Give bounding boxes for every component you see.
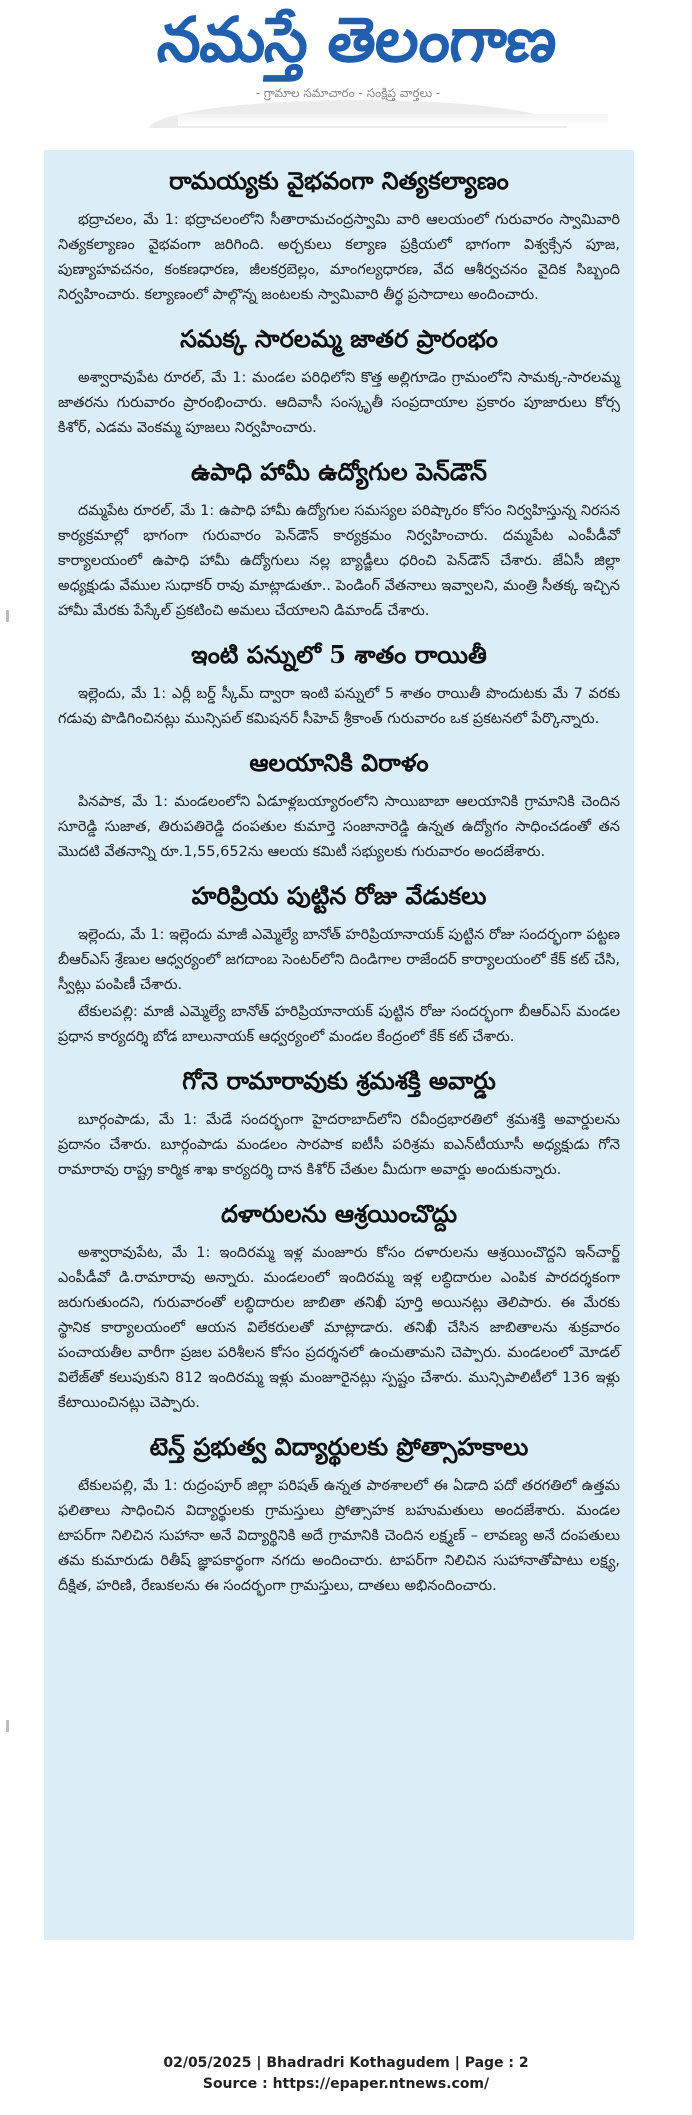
article-temple-donation [58,748,620,865]
article-headline: టెన్త్ ప్రభుత్వ విద్యార్థులకు ప్రోత్సాహకాలు [149,1432,529,1461]
margin-mark [6,1720,9,1732]
article-headline: రామయ్యకు వైభవంగా నిత్యకల్యాణం [169,166,509,195]
article-pendown [58,457,620,624]
article-body: ఇల్లెందు, మే 1: ఎర్లీ బర్డ్ స్కీమ్ ద్వారా ఇంటి పన్నులో 5 శాతం రాయితీ పొందుటకు మే 7 వరకు గడువు పొడిగించినట్లు మున్సిపల్ కమిషనర్ సీహెచ్ శ్రీకాంత్ గురువారం ఒక ప్రకటనలో పేర్కొన్నారు. [58,686,620,727]
news-panel [44,150,634,1940]
article-nityakalyanam [58,166,620,308]
article-birthday [58,881,620,1050]
article-body: పినపాక, మే 1: మండలంలోని ఏడూళ్లబయ్యారంలోని సాయిబాబా ఆలయానికి గ్రామానికి చెందిన సూరెడ్డి సుజాత, తిరుపతిరెడ్డి దంపతుల కుమార్తె సంజానారెడ్డి ఉన్నత ఉద్యోగం సాధించడంతో తన మొదటి వేతనాన్ని రూ.1,55,652ను ఆలయ కమిటీ సభ్యులకు గురువారం అందజేశారు. [58,794,620,860]
article-headline: దళారులను ఆశ్రయించొద్దు [220,1199,458,1228]
margin-mark [6,610,9,622]
article-headline: గోనె రామారావుకు శ్రమశక్తి అవార్డు [182,1066,496,1095]
article-award [58,1066,620,1183]
article-students [58,1432,620,1599]
article-headline: ఇంటి పన్నులో 5 శాతం రాయితీ [191,640,487,669]
article-jatara [58,324,620,441]
article-body: దమ్మపేట రూరల్, మే 1: ఉపాధి హామీ ఉద్యోగుల సమస్యల పరిష్కారం కోసం నిర్వహిస్తున్న నిరసన కార్యక్రమాల్లో భాగంగా గురువారం పెన్‌డౌన్ కార్యక్రమం నిర్వహించారు. దమ్మపేట ఎంపీడీవో కార్యాలయంలో ఉపాధి హామీ ఉద్యోగులు నల్ల బ్యాడ్జీలు ధరించి పెన్‌డౌన్ చేశారు. జేఏసీ జిల్లా అధ్యక్షుడు వేముల సుధాకర్ రావు మాట్లాడుతూ.. పెండింగ్ వేతనాలు ఇవ్వాలని, మంత్రి సీతక్క ఇచ్చిన హామీ మేరకు పేస్కేల్ ప్రకటించి అమలు చేయాలని డిమాండ్ చేశారు. [58,503,620,619]
article-body: బూర్గంపాడు, మే 1: మేడే సందర్భంగా హైదరాబాద్‌లోని రవీంద్రభారతిలో శ్రమశక్తి అవార్డులను ప్రదానం చేశారు. బూర్గంపాడు మండలం సారపాక ఐటీసీ పరిశ్రమ ఐఎన్‌టీయూసీ అధ్యక్షుడు గోనె రామారావు రాష్ట్ర కార్మిక శాఖ కార్యదర్శి దాన కిశోర్ చేతుల మీదుగా అవార్డు అందుకున్నారు. [58,1112,620,1178]
article-headline: ఆలయానికి విరాళం [249,748,429,777]
masthead [88,0,608,128]
page-footer-source: Source : https://epaper.ntnews.com/ [202,2076,490,2092]
article-body: టేకులపల్లి, మే 1: రుద్రంపూర్ జిల్లా పరిషత్ ఉన్నత పాఠశాలలో ఈ ఏడాది పదో తరగతిలో ఉత్తమ ఫలితాలు సాధించిన విద్యార్థులకు గ్రామస్తులు ప్రోత్సాహక బహుమతులు అందజేశారు. మండల టాపర్‌గా నిలిచిన సుహానా అనే విద్యార్థినికి అదే గ్రామానికి చెందిన లక్ష్మణ్ – లావణ్య అనే దంపతులు తమ కుమారుడు రితీష్ జ్ఞాపకార్థంగా నగదు అందించారు. టాపర్‌గా నిలిచిన సుహానాతోపాటు లక్ష్య, దీక్షిత, హరిణి, రేణుకలను ఈ సందర్భంగా గ్రామస్తులు, దాతలు అభినందించారు. [58,1478,620,1594]
article-body: టేకులపల్లి: మాజీ ఎమ్మెల్యే బానోత్ హరిప్రియానాయక్ పుట్టిన రోజు సందర్భంగా బీఆర్ఎస్ మండల ప్రధాన కార్యదర్శి బోడ బాలునాయక్ ఆధ్వర్యంలో మండల కేంద్రంలో కేక్ కట్ చేశారు. [58,1004,620,1045]
article-headline: ఉపాధి హామీ ఉద్యోగుల పెన్‌డౌన్ [191,457,487,486]
article-headline: హరిప్రియ పుట్టిన రోజు వేడుకలు [191,881,487,910]
masthead-shadow [178,114,608,126]
newspaper-title: నమస్తే తెలంగాణ [154,3,560,76]
article-body: అశ్వారావుపేట, మే 1: ఇందిరమ్మ ఇళ్ల మంజూరు కోసం దళారులను ఆశ్రయించొద్దని ఇన్‌చార్జ్ ఎంపీడీవో డి.రామారావు అన్నారు. మండలంలో ఇందిరమ్మ ఇళ్ల లబ్ధిదారుల ఎంపిక పారదర్శకంగా జరుగుతుందని, గురువారంతో లబ్ధిదారుల జాబితా తనిఖీ పూర్తి అయినట్లు తెలిపారు. ఈ మేరకు స్థానిక కార్యాలయంలో ఆయన విలేకరులతో మాట్లాడారు. తనిఖీ చేసిన జాబితాలను శుక్రవారం పంచాయతీల వారీగా ప్రజల పరిశీలన కోసం ప్రదర్శనలో ఉంచుతామని చెప్పారు. మండలంలో మోడల్ విలేజ్‌తో కలుపుకుని 812 ఇందిరమ్మ ఇళ్లు మంజూరైనట్లు స్పష్టం చేశారు. మున్సిపాలిటీలో 136 ఇళ్లు కేటాయించినట్లు చెప్పారు. [58,1245,620,1411]
article-housing [58,1199,620,1416]
article-body: ఇల్లెందు, మే 1: ఇల్లెందు మాజీ ఎమ్మెల్యే బానోత్ హరిప్రియానాయక్ పుట్టిన రోజు సందర్భంగా పట్టణ బీఆర్ఎస్ శ్రేణుల ఆధ్వర్యంలో జగదాంబ సెంటర్‌లోని దిండిగాల రాజేందర్ కార్యాలయంలో కేక్ కట్ చేసి, స్వీట్లు పంపిణీ చేశారు. [58,927,620,993]
page-footer-date: 02/05/2025 | Bhadradri Kothagudem | Page : 2 [163,2055,529,2071]
masthead-tagline: - గ్రామాల సమాచారం - సంక్షిప్త వార్తలు - [255,86,441,100]
article-headline: సమక్క సారలమ్మ జాతర ప్రారంభం [180,324,498,353]
article-house-tax [58,640,620,732]
article-body: అశ్వారావుపేట రూరల్, మే 1: మండల పరిధిలోని కొత్త అల్లిగూడెం గ్రామంలోని సామక్క-సారలమ్మ జాతరను గురువారం ప్రారంభించారు. ఆదివాసీ సంస్కృతీ సంప్రదాయాల ప్రకారం పూజారులు కోర్స కిశోర్, ఎడమ వెంకమ్మ పూజలు నిర్వహించారు. [58,370,620,436]
article-body: భద్రాచలం, మే 1: భద్రాచలంలోని సీతారామచంద్రస్వామి వారి ఆలయంలో గురువారం స్వామివారి నిత్యకల్యాణం వైభవంగా జరిగింది. అర్చకులు కల్యాణ ప్రక్రియలో భాగంగా విశ్వక్సేన పూజ, పుణ్యాహవచనం, కంకణధారణ, జీలకర్రబెల్లం, మాంగల్యధారణ, వేద ఆశీర్వచనం వైదిక సిబ్బంది నిర్వహించారు. కల్యాణంలో పాల్గొన్న జంటలకు స్వామివారి తీర్థ ప్రసాదాలు అందించారు. [58,212,620,303]
